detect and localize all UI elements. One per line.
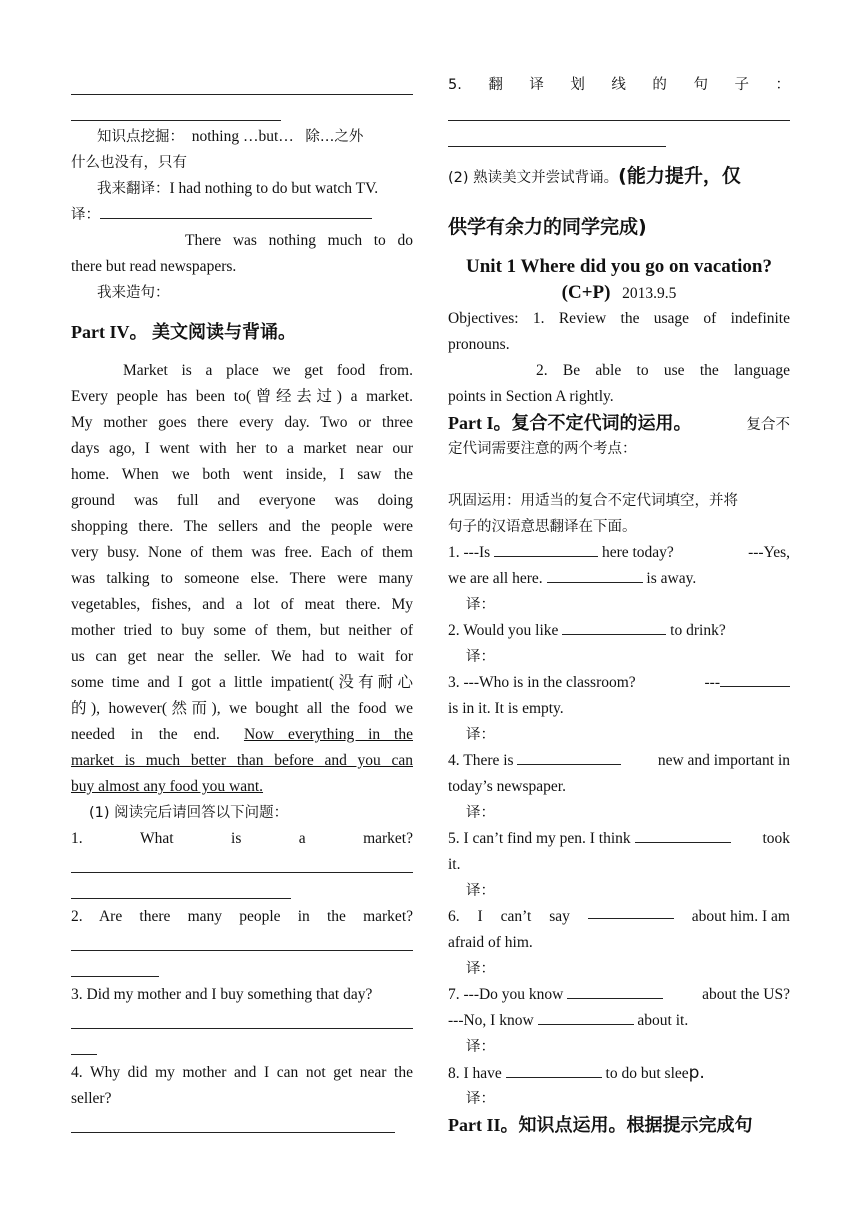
answer-line[interactable] bbox=[448, 146, 666, 147]
example-sentence: There was nothing much to do bbox=[185, 232, 413, 249]
consolidate-instruction: 巩固运用：用适当的复合不定代词填空，并将 bbox=[448, 493, 738, 509]
translation-label: 译： bbox=[466, 1039, 495, 1055]
knowledge-point: 知识点挖掘： nothing …but… 除…之外 bbox=[97, 128, 364, 145]
exercise-7: 7. ---Do you know about the US? bbox=[448, 986, 790, 1003]
question-2: 2. Are there many people in the market? bbox=[71, 908, 413, 925]
fill-blank[interactable] bbox=[635, 828, 731, 843]
unit-subtitle: (C+P) 2013.9.5 bbox=[561, 282, 677, 303]
exercise-5-cont: it. bbox=[448, 856, 461, 873]
question-3: 3. Did my mother and I buy something that day? bbox=[71, 986, 373, 1003]
recite-instruction: (2) 熟读美文并尝试背诵。(能力提升，仅 bbox=[448, 165, 741, 187]
passage-line: needed in the end. Now everything in the bbox=[71, 722, 413, 748]
translation-label: 译： bbox=[466, 883, 495, 899]
fill-blank[interactable] bbox=[538, 1010, 634, 1025]
fill-blank[interactable] bbox=[562, 620, 666, 635]
passage-line: Market is a place we get food from. bbox=[123, 362, 413, 379]
answer-line[interactable] bbox=[71, 950, 413, 951]
answer-line bbox=[71, 94, 413, 95]
answer-line[interactable] bbox=[71, 1132, 395, 1133]
translate-underlined-prompt: 5. 翻 译 划 线 的 句 子 ： bbox=[448, 77, 790, 93]
exercise-6: 6. I can’t say about him. I am bbox=[448, 904, 790, 930]
answer-line[interactable] bbox=[71, 976, 159, 977]
translate-answer: 译： bbox=[71, 202, 413, 228]
passage-line: shopping there. The sellers and the people were bbox=[71, 518, 413, 535]
translate-sentence: 我来翻译：I had nothing to do but watch TV. bbox=[97, 180, 379, 197]
objectives-2: 2. Be able to use the language bbox=[536, 362, 790, 379]
underlined-sentence: Now everything in the bbox=[243, 726, 413, 743]
example-sentence-cont: there but read newspapers. bbox=[71, 258, 237, 275]
reading-instruction: (1) 阅读完后请回答以下问题： bbox=[89, 805, 289, 821]
part1-desc: 定代词需要注意的两个考点： bbox=[448, 441, 637, 457]
underlined-sentence: market is much better than before and you can bbox=[71, 752, 413, 769]
part4-heading: Part IV。 美文阅读与背诵。 bbox=[71, 322, 296, 342]
answer-line[interactable] bbox=[448, 120, 790, 121]
exercise-4: 4. There is new and important in bbox=[448, 752, 790, 769]
fill-blank[interactable] bbox=[567, 984, 663, 999]
objectives-2-cont: points in Section A rightly. bbox=[448, 388, 614, 405]
make-sentence-label: 我来造句： bbox=[97, 285, 170, 301]
underlined-sentence: buy almost any food you want. bbox=[71, 778, 264, 795]
question-4: 4. Why did my mother and I can not get near the bbox=[71, 1064, 413, 1081]
exercise-1: 1. ---Is here today? ---Yes, bbox=[448, 544, 790, 561]
translation-label: 译： bbox=[466, 1091, 495, 1107]
passage-line: home. When we both went inside, I saw the bbox=[71, 466, 413, 483]
translation-label: 译： bbox=[466, 727, 495, 743]
objectives: Objectives: 1. Review the usage of indefinite bbox=[448, 310, 790, 327]
recite-instruction-cont: 供学有余力的同学完成) bbox=[448, 216, 647, 238]
question-1: 1. What is a market? bbox=[71, 830, 413, 847]
answer-line[interactable] bbox=[71, 898, 291, 899]
fill-blank[interactable] bbox=[506, 1063, 602, 1078]
fill-blank[interactable] bbox=[547, 568, 643, 583]
passage-line: was talking to someone else. There were many bbox=[71, 570, 413, 587]
passage-line: some time and I got a little impatient(没有耐心 bbox=[71, 674, 413, 691]
passage-line: very busy. None of them was free. Each of them bbox=[71, 544, 413, 561]
exercise-6-cont: afraid of him. bbox=[448, 934, 533, 951]
passage-line: us can get near the seller. We had to wait for bbox=[71, 648, 413, 665]
passage-line: My mother goes there every day. Two or three bbox=[71, 414, 413, 431]
consolidate-instruction-cont: 句子的汉语意思翻译在下面。 bbox=[448, 519, 637, 535]
exercise-5: 5. I can’t find my pen. I think took bbox=[448, 830, 790, 847]
fill-blank[interactable] bbox=[588, 904, 674, 919]
fill-blank[interactable] bbox=[494, 542, 598, 557]
objectives-cont: pronouns. bbox=[448, 336, 510, 353]
passage-line: vegetables, fishes, and a lot of meat there. My bbox=[71, 596, 413, 613]
translation-label: 译： bbox=[466, 805, 495, 821]
fill-blank[interactable] bbox=[720, 672, 790, 687]
exercise-2: 2. Would you like to drink? bbox=[448, 622, 726, 639]
answer-line[interactable] bbox=[71, 1028, 413, 1029]
knowledge-meaning: 什么也没有，只有 bbox=[71, 155, 187, 171]
unit-title: Unit 1 Where did you go on vacation? bbox=[466, 256, 772, 277]
exercise-4-cont: today’s newspaper. bbox=[448, 778, 566, 795]
translation-label: 译： bbox=[466, 649, 495, 665]
answer-line[interactable] bbox=[71, 872, 413, 873]
question-4-cont: seller? bbox=[71, 1090, 112, 1107]
part2-heading: Part II。知识点运用。根据提示完成句 bbox=[448, 1115, 753, 1135]
answer-line[interactable] bbox=[71, 1054, 97, 1055]
exercise-8: 8. I have to do but sleep. bbox=[448, 1063, 705, 1083]
translation-label: 译： bbox=[466, 961, 495, 977]
answer-line bbox=[71, 120, 281, 121]
translation-label: 译： bbox=[466, 597, 495, 613]
passage-line: days ago, I went with her to a market near our bbox=[71, 440, 413, 457]
passage-line: 的), however(然而), we bought all the food we bbox=[71, 700, 413, 717]
passage-line: Every people has been to(曾经去过) a market. bbox=[71, 388, 413, 405]
exercise-7-cont: ---No, I know about it. bbox=[448, 1012, 689, 1029]
exercise-1-cont: we are all here. is away. bbox=[448, 570, 697, 587]
passage-line: ground was full and everyone was doing bbox=[71, 492, 413, 509]
part1-heading: Part I。复合不定代词的运用。 复合不 bbox=[448, 413, 790, 433]
exercise-3-cont: is in it. It is empty. bbox=[448, 700, 564, 717]
fill-blank[interactable] bbox=[517, 750, 621, 765]
exercise-3: 3. ---Who is in the classroom? --- bbox=[448, 670, 790, 696]
passage-line: mother tried to buy some of them, but neither of bbox=[71, 622, 413, 639]
